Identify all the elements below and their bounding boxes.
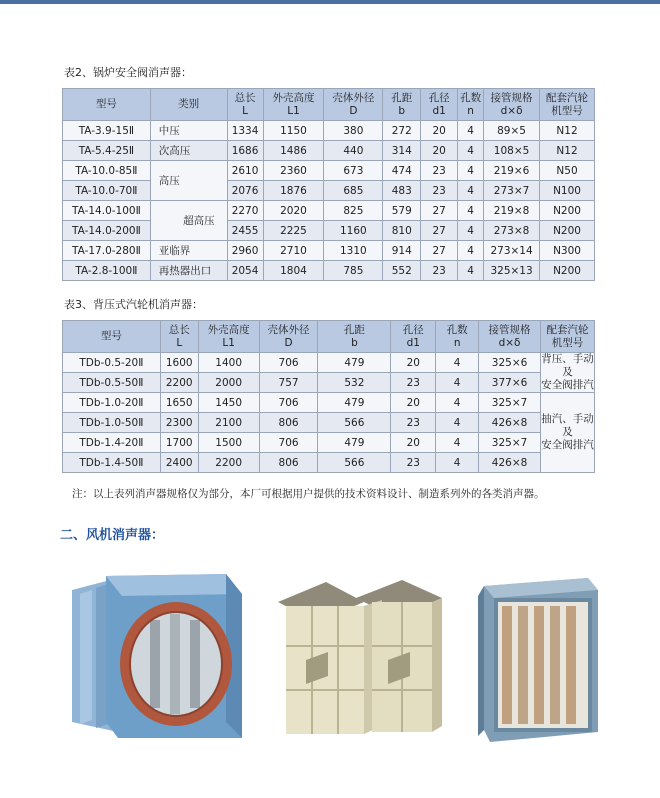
table3-header-cell: 型号	[63, 321, 161, 353]
table2-header-row	[63, 89, 595, 121]
fan-silencer-photo-3	[476, 576, 600, 744]
table-row	[63, 353, 595, 373]
table2-header-cell: 总长 L	[227, 89, 263, 121]
pitch-cell: 914	[383, 241, 421, 261]
diameter-cell: 757	[259, 373, 318, 393]
length-cell: 2200	[160, 373, 198, 393]
hole-diameter-cell: 23	[421, 181, 458, 201]
table2-header-cell: 壳体外径 D	[324, 89, 383, 121]
hole-diameter-cell: 20	[391, 433, 436, 453]
height-cell: 2020	[263, 201, 324, 221]
table-row	[63, 241, 595, 261]
height-cell: 2225	[263, 221, 324, 241]
table2-header-cell: 配套汽轮 机型号	[540, 89, 595, 121]
pipe-spec-cell: 108×5	[484, 141, 540, 161]
category-cell: 亚临界	[150, 241, 227, 261]
length-cell: 2400	[160, 453, 198, 473]
diameter-cell: 806	[259, 413, 318, 433]
table3-header-cell: 总长 L	[160, 321, 198, 353]
table2-header-cell: 孔距 b	[383, 89, 421, 121]
height-cell: 1450	[198, 393, 259, 413]
table3-caption: 表3、背压式汽轮机消声器：	[64, 298, 203, 311]
diameter-cell: 825	[324, 201, 383, 221]
table3-header-cell: 外壳高度 L1	[198, 321, 259, 353]
pitch-cell: 474	[383, 161, 421, 181]
pitch-cell: 810	[383, 221, 421, 241]
table-row	[63, 181, 595, 201]
turbine-cell: N12	[540, 141, 595, 161]
turbine-cell: N12	[540, 121, 595, 141]
model-cell: TA-10.0-85Ⅱ	[63, 161, 151, 181]
model-cell: TDb-1.0-20Ⅱ	[63, 393, 161, 413]
pitch-cell: 566	[318, 413, 391, 433]
diameter-cell: 685	[324, 181, 383, 201]
table-row	[63, 453, 595, 473]
diameter-cell: 706	[259, 393, 318, 413]
model-cell: TDb-1.4-50Ⅱ	[63, 453, 161, 473]
category-cell: 次高压	[150, 141, 227, 161]
hole-diameter-cell: 20	[391, 393, 436, 413]
category-cell: 高压	[150, 161, 227, 201]
turbine-cell: N50	[540, 161, 595, 181]
table3-header-cell: 孔数 n	[436, 321, 479, 353]
height-cell: 1150	[263, 121, 324, 141]
hole-diameter-cell: 27	[421, 241, 458, 261]
pitch-cell: 579	[383, 201, 421, 221]
length-cell: 2300	[160, 413, 198, 433]
table-row	[63, 161, 595, 181]
pipe-spec-cell: 219×8	[484, 201, 540, 221]
table-row	[63, 221, 595, 241]
diameter-cell: 1310	[324, 241, 383, 261]
turbine-cell: N200	[540, 201, 595, 221]
pipe-spec-cell: 426×8	[479, 453, 541, 473]
pipe-spec-cell: 377×6	[479, 373, 541, 393]
diameter-cell: 1160	[324, 221, 383, 241]
turbine-cell: N100	[540, 181, 595, 201]
hole-diameter-cell: 20	[391, 353, 436, 373]
table-row	[63, 373, 595, 393]
pitch-cell: 479	[318, 393, 391, 413]
category-cell: 中压	[150, 121, 227, 141]
hole-count-cell: 4	[458, 161, 484, 181]
hole-count-cell: 4	[436, 373, 479, 393]
height-cell: 1400	[198, 353, 259, 373]
height-cell: 2100	[198, 413, 259, 433]
hole-diameter-cell: 27	[421, 201, 458, 221]
table2-header-cell: 孔数 n	[458, 89, 484, 121]
length-cell: 2610	[227, 161, 263, 181]
table2-caption: 表2、锅炉安全阀消声器：	[64, 66, 192, 79]
height-cell: 1804	[263, 261, 324, 281]
hole-count-cell: 4	[458, 141, 484, 161]
length-cell: 1686	[227, 141, 263, 161]
model-cell: TA-5.4-25Ⅱ	[63, 141, 151, 161]
fan-silencer-photo-2	[276, 576, 444, 744]
footnote: 注：以上表列消声器规格仅为部分，本厂可根据用户提供的技术资料设计、制造系列外的各类消声器。	[72, 488, 545, 500]
pipe-spec-cell: 325×13	[484, 261, 540, 281]
table-row	[63, 393, 595, 413]
model-cell: TA-14.0-200Ⅱ	[63, 221, 151, 241]
hole-diameter-cell: 23	[421, 161, 458, 181]
pitch-cell: 532	[318, 373, 391, 393]
model-cell: TA-17.0-280Ⅱ	[63, 241, 151, 261]
hole-diameter-cell: 23	[391, 413, 436, 433]
table3-header-cell: 孔距 b	[318, 321, 391, 353]
hole-count-cell: 4	[458, 241, 484, 261]
pipe-spec-cell: 273×7	[484, 181, 540, 201]
hole-diameter-cell: 23	[391, 453, 436, 473]
length-cell: 1334	[227, 121, 263, 141]
pitch-cell: 566	[318, 453, 391, 473]
model-cell: TA-10.0-70Ⅱ	[63, 181, 151, 201]
hole-diameter-cell: 20	[421, 141, 458, 161]
table-row	[63, 121, 595, 141]
length-cell: 2960	[227, 241, 263, 261]
turbine-cell: N200	[540, 221, 595, 241]
hole-count-cell: 4	[458, 201, 484, 221]
hole-count-cell: 4	[458, 121, 484, 141]
pipe-spec-cell: 273×14	[484, 241, 540, 261]
table-row	[63, 201, 595, 221]
table2-header-cell: 接管规格 d×δ	[484, 89, 540, 121]
model-cell: TA-14.0-100Ⅱ	[63, 201, 151, 221]
table-row	[63, 141, 595, 161]
model-cell: TA-3.9-15Ⅱ	[63, 121, 151, 141]
height-cell: 1486	[263, 141, 324, 161]
model-cell: TDb-0.5-50Ⅱ	[63, 373, 161, 393]
table-row	[63, 413, 595, 433]
fan-silencer-photo-1	[66, 572, 248, 744]
pitch-cell: 483	[383, 181, 421, 201]
height-cell: 1876	[263, 181, 324, 201]
category-cell: 再热器出口	[150, 261, 227, 281]
table-row	[63, 261, 595, 281]
pipe-spec-cell: 89×5	[484, 121, 540, 141]
table-row	[63, 433, 595, 453]
height-cell: 1500	[198, 433, 259, 453]
length-cell: 1600	[160, 353, 198, 373]
pipe-spec-cell: 426×8	[479, 413, 541, 433]
diameter-cell: 673	[324, 161, 383, 181]
pitch-cell: 272	[383, 121, 421, 141]
table3-header-cell: 孔径 d1	[391, 321, 436, 353]
hole-diameter-cell: 27	[421, 221, 458, 241]
table3-header-cell: 壳体外径 D	[259, 321, 318, 353]
length-cell: 2076	[227, 181, 263, 201]
height-cell: 2710	[263, 241, 324, 261]
turbine-group-cell: 抽汽、手动及 安全阀排汽	[541, 393, 595, 473]
top-border-line	[0, 0, 660, 4]
length-cell: 2054	[227, 261, 263, 281]
length-cell: 2270	[227, 201, 263, 221]
diameter-cell: 706	[259, 353, 318, 373]
pipe-spec-cell: 219×6	[484, 161, 540, 181]
pipe-spec-cell: 325×6	[479, 353, 541, 373]
pitch-cell: 479	[318, 353, 391, 373]
table2	[62, 88, 595, 281]
model-cell: TA-2.8-100Ⅱ	[63, 261, 151, 281]
model-cell: TDb-0.5-20Ⅱ	[63, 353, 161, 373]
diameter-cell: 706	[259, 433, 318, 453]
table2-header-cell: 类别	[150, 89, 227, 121]
height-cell: 2360	[263, 161, 324, 181]
height-cell: 2000	[198, 373, 259, 393]
turbine-cell: N200	[540, 261, 595, 281]
hole-count-cell: 4	[458, 261, 484, 281]
table3-header-row	[63, 321, 595, 353]
pipe-spec-cell: 325×7	[479, 433, 541, 453]
length-cell: 1700	[160, 433, 198, 453]
length-cell: 2455	[227, 221, 263, 241]
section-title: 二、风机消声器：	[60, 528, 165, 543]
hole-diameter-cell: 23	[421, 261, 458, 281]
pitch-cell: 314	[383, 141, 421, 161]
table3	[62, 320, 595, 473]
hole-count-cell: 4	[436, 413, 479, 433]
turbine-cell: N300	[540, 241, 595, 261]
hole-count-cell: 4	[436, 393, 479, 413]
hole-diameter-cell: 23	[391, 373, 436, 393]
hole-count-cell: 4	[436, 453, 479, 473]
hole-diameter-cell: 20	[421, 121, 458, 141]
diameter-cell: 380	[324, 121, 383, 141]
table3-header-cell: 配套汽轮 机型号	[541, 321, 595, 353]
pitch-cell: 552	[383, 261, 421, 281]
hole-count-cell: 4	[436, 353, 479, 373]
height-cell: 2200	[198, 453, 259, 473]
model-cell: TDb-1.0-50Ⅱ	[63, 413, 161, 433]
diameter-cell: 785	[324, 261, 383, 281]
length-cell: 1650	[160, 393, 198, 413]
table2-header-cell: 外壳高度 L1	[263, 89, 324, 121]
category-cell: 超高压	[150, 201, 227, 241]
diameter-cell: 440	[324, 141, 383, 161]
diameter-cell: 806	[259, 453, 318, 473]
model-cell: TDb-1.4-20Ⅱ	[63, 433, 161, 453]
turbine-group-cell: 背压、手动及 安全阀排汽	[541, 353, 594, 391]
table2-header-cell: 型号	[63, 89, 151, 121]
pitch-cell: 479	[318, 433, 391, 453]
pipe-spec-cell: 325×7	[479, 393, 541, 413]
table2-header-cell: 孔径 d1	[421, 89, 458, 121]
table3-header-cell: 接管规格 d×δ	[479, 321, 541, 353]
hole-count-cell: 4	[458, 221, 484, 241]
hole-count-cell: 4	[436, 433, 479, 453]
hole-count-cell: 4	[458, 181, 484, 201]
pipe-spec-cell: 273×8	[484, 221, 540, 241]
